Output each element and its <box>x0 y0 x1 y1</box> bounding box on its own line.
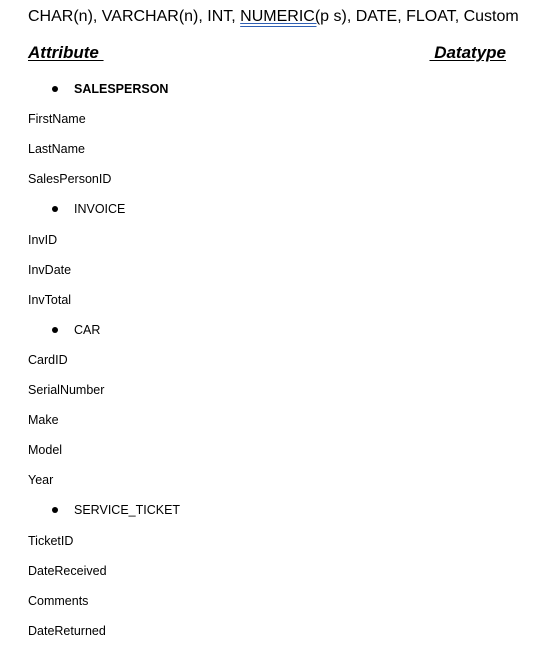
column-headers <box>28 43 506 67</box>
entity-title: INVOICE <box>74 202 126 217</box>
attribute-name: SalesPersonID <box>28 172 112 187</box>
bullet-dot-icon <box>52 507 58 513</box>
entity-title: SERVICE_TICKET <box>74 503 181 518</box>
attribute-name: Make <box>28 413 59 428</box>
datatype-header: Datatype <box>429 43 506 62</box>
entity-bullet-salesperson <box>52 82 168 96</box>
bullet-dot-icon <box>52 206 58 212</box>
attribute-name: Year <box>28 473 54 488</box>
attribute-header: Attribute <box>28 43 104 62</box>
attribute-name: Model <box>28 443 63 458</box>
bullet-dot-icon <box>52 86 58 92</box>
numeric-spellcheck-word: NUMERIC( <box>240 8 321 25</box>
attribute-name: CardID <box>28 352 68 367</box>
datatype-options-line <box>28 8 519 26</box>
attribute-name: DateReturned <box>28 623 106 638</box>
entity-bullet-service-ticket <box>52 503 180 517</box>
attribute-name: TicketID <box>28 533 74 548</box>
attribute-name: Comments <box>28 593 89 608</box>
datatype-options-rest: p s), DATE, FLOAT, Custom <box>320 8 519 25</box>
attribute-name: DateReceived <box>28 563 107 578</box>
attribute-name: SerialNumber <box>28 383 105 397</box>
attribute-name: FirstName <box>28 112 86 127</box>
entity-title: SALESPERSON <box>74 82 169 96</box>
entity-bullet-car <box>52 323 100 337</box>
attribute-name: InvID <box>28 232 58 247</box>
entity-bullet-invoice <box>52 202 125 216</box>
attribute-name: LastName <box>28 142 85 157</box>
attribute-name: InvTotal <box>28 292 72 307</box>
entity-title: CAR <box>74 322 101 337</box>
bullet-dot-icon <box>52 327 58 333</box>
attribute-name: InvDate <box>28 262 72 277</box>
datatype-options-text: CHAR(n), VARCHAR(n), INT, <box>28 8 241 25</box>
